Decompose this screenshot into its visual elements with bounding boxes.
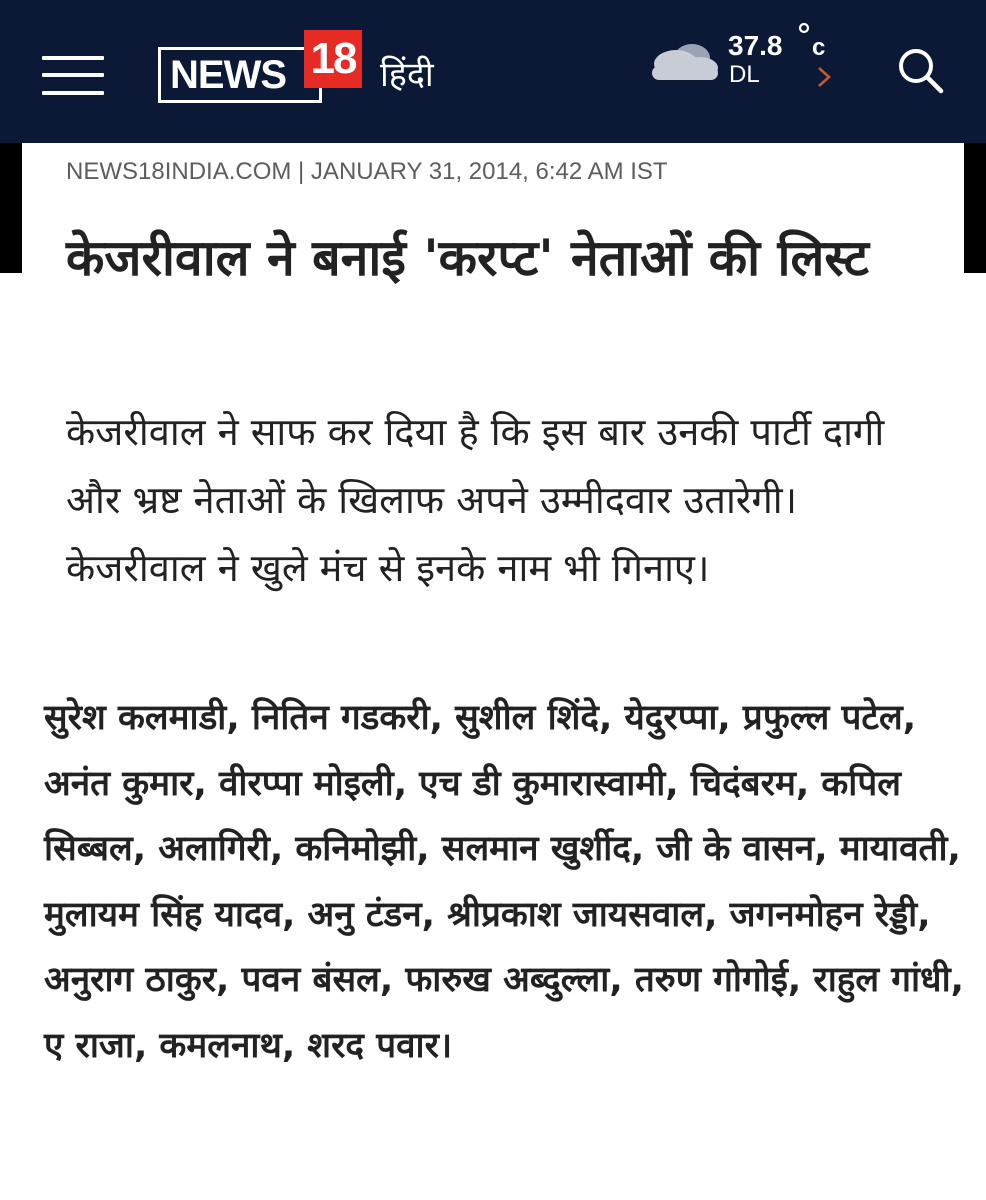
- degree-symbol-icon: [798, 22, 810, 34]
- cloud-icon: [646, 40, 722, 86]
- logo-number-badge: 18: [304, 30, 362, 88]
- logo-text: NEWS: [170, 53, 286, 97]
- article-summary: केजरीवाल ने साफ कर दिया है कि इस बार उनकी पार्टी दागी और भ्रष्ट नेताओं के खिलाफ अपने उम्मीदवार उतारेगी। केजरीवाल ने खुले मंच से इनके नाम भी गिनाए।: [66, 410, 885, 590]
- weather-city[interactable]: DL: [729, 61, 760, 88]
- weather-unit: c: [812, 34, 826, 61]
- search-icon[interactable]: [896, 46, 944, 94]
- article-headline: केजरीवाल ने बनाई 'करप्ट' नेताओं की लिस्ट: [66, 229, 870, 287]
- weather-temperature[interactable]: 37.8: [728, 30, 783, 61]
- menu-bar-middle: [42, 73, 104, 77]
- menu-bar-top: [42, 56, 104, 60]
- article-meta: NEWS18INDIA.COM | JANUARY 31, 2014, 6:42 AM IST: [66, 158, 668, 185]
- article-names-list: सुरेश कलमाडी, नितिन गडकरी, सुशील शिंदे, येदुरप्पा, प्रफुल्ल पटेल, अनंत कुमार, वीरप्पा मोइली, एच डी कुमारास्वामी, चिदंबरम, कपिल सिब्बल, अलागिरी, कनिमोझी, सलमान खुर्शीद, जी के वासन, मायावती, मुलायम सिंह यादव, अनु टंडन, श्रीप्रकाश जायसवाल, जगनमोहन रेड्डी, अनुराग ठाकुर, पवन बंसल, फारुख अब्दुल्ला, तरुण गोगोई, राहुल गांधी, ए राजा, कमलनाथ, शरद पवार।: [44, 698, 964, 1066]
- hamburger-menu-icon[interactable]: [42, 56, 104, 96]
- news18-hindi-logo[interactable]: [158, 30, 478, 110]
- chevron-right-icon[interactable]: [816, 66, 832, 88]
- screen-edge-left: [0, 143, 22, 273]
- screen-edge-right: [964, 143, 986, 273]
- logo-language: हिंदी: [380, 55, 434, 95]
- menu-bar-bottom: [42, 91, 104, 95]
- site-header: [0, 0, 986, 143]
